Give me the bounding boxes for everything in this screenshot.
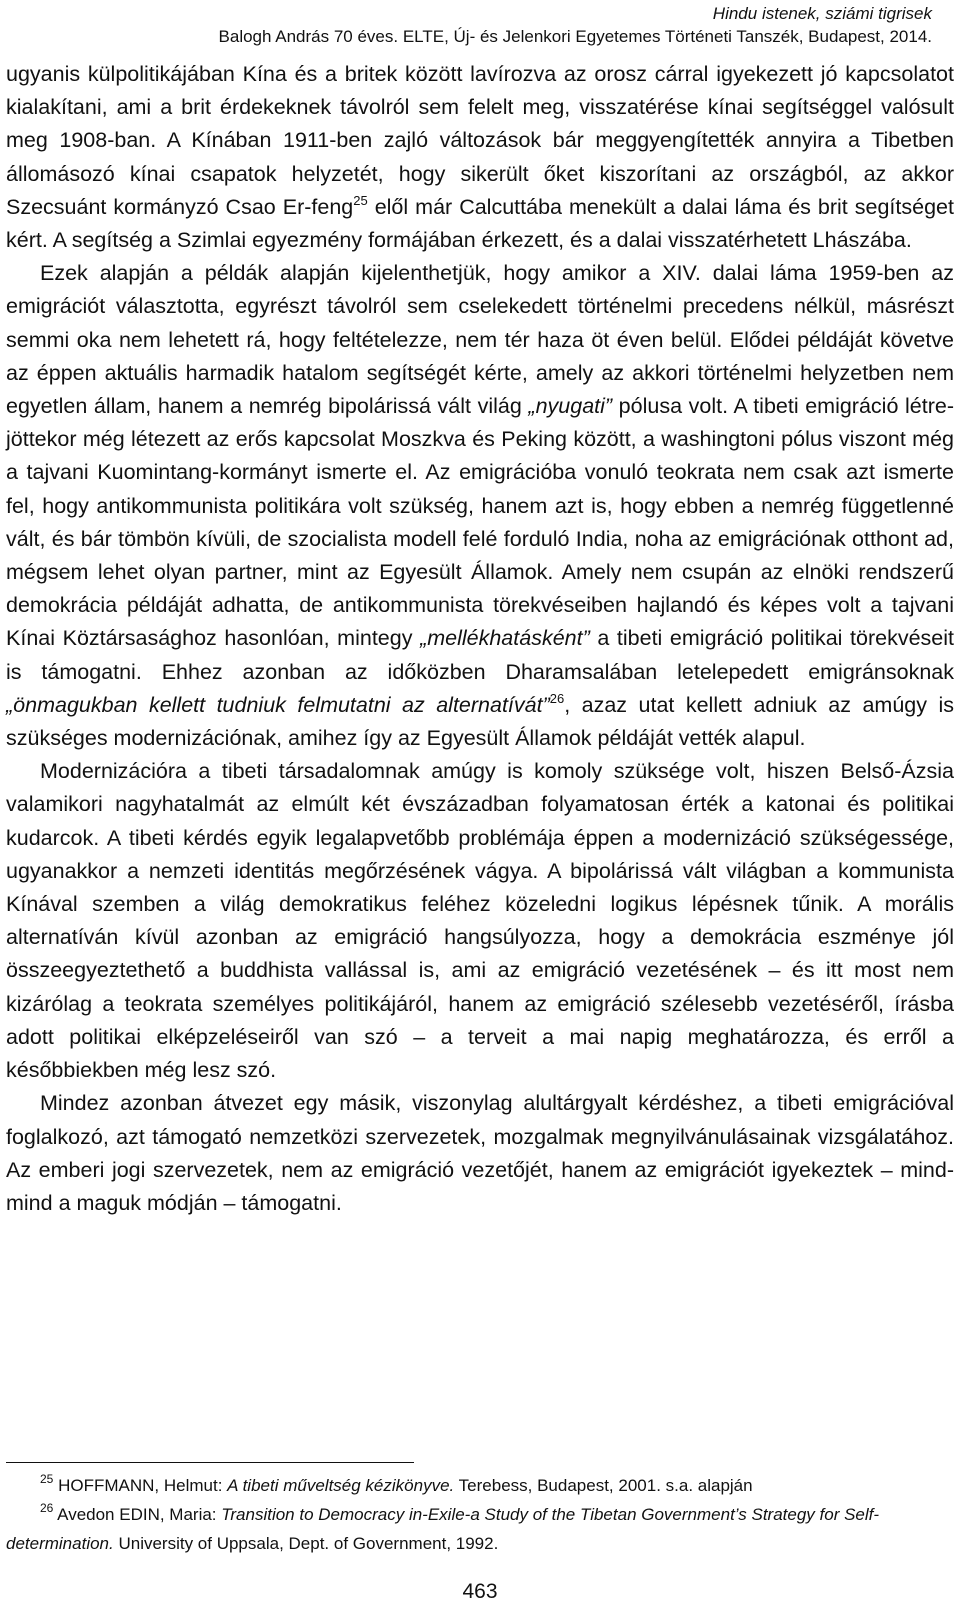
- footnote-26-rest: University of Uppsala, Dept. of Government, 1992.: [113, 1534, 499, 1553]
- paragraph-1-text-b: elől már Calcuttába menekült a dalai láma és brit segítséget kért. A segítség a Szimlai egyezmény formájában érkezett, és a dalai visszatérhetett Lhászába.: [6, 194, 954, 253]
- paragraph-1-text-a: ugyanis külpolitikájában Kína és a britek között lavírozva az orosz cárral igyekezett jó kapcsolatot kialakítani, ami a brit érdekeknek távolról sem felelt meg, visszatérése kínai segítséggel valósult meg 1908-ban. A Kínában 1911-ben zajló változások bár meggyengítették annyira a Tibetben állomásozó kínai csapatok helyzetét, hogy sikerült őket kiszorítani az országból, az akkor Szecsuánt kormányzó Csao Er-feng: [6, 62, 954, 219]
- paragraph-2-text-d: , azaz utat kellett adniuk az amúgy is szükséges modernizációnak, amihez így az Egyesült Államok példáját vették alapul.: [6, 692, 954, 751]
- footnotes: [6, 1471, 954, 1558]
- footnote-ref-25: 25: [353, 192, 368, 208]
- footnote-25-author: HOFFMANN, Helmut:: [58, 1476, 228, 1495]
- paragraph-2-italic-quote: „önmagukban kellett tudniuk felmutatni az alternatívát”: [6, 692, 550, 717]
- body-text: [6, 58, 954, 1220]
- footnote-separator: [6, 1462, 414, 1463]
- footnote-25: [6, 1471, 954, 1500]
- paragraph-2-text-a: Ezek alapján a példák alapján kijelenthetjük, hogy amikor a XIV. dalai láma 1959-ben az emigrációt választotta, egyrészt távolról sem cselekedett történelmi precedens nélkül, másrészt semmi oka nem lehetett rá, hogy feltételezze, nem tér haza öt éven belül. Elődei példáját követve az éppen aktuális harmadik hatalom segítségét kérte, amely az akkori történelmi helyzetben nem egyetlen állam, hanem a nemrég bipolárissá vált világ: [6, 261, 954, 419]
- footnote-26: [6, 1500, 954, 1558]
- paragraph-4: Mindez azonban átvezet egy másik, viszonylag alultárgyalt kérdéshez, a tibeti emigrációval foglalkozó, azt támogató nemzetközi szervezetek, mozgalmak megnyilvánulásainak vizsgálatához. Az emberi jogi szervezetek, nem az emigráció vezetőjét, hanem az emigrációt igyekeztek – mind-mind a maguk módján – támogatni.: [6, 1091, 954, 1215]
- footnote-26-author: Avedon EDIN, Maria:: [57, 1505, 222, 1524]
- footnote-25-rest: Terebess, Budapest, 2001. s.a. alapján: [454, 1476, 753, 1495]
- paragraph-2-text-c: a tibeti emigráció politikai törekvéseit is támogatni. Ehhez azonban az időközben Dharamsalában letelepedett emigránsoknak: [6, 626, 954, 684]
- paragraph-1: [6, 58, 954, 257]
- footnote-26-number: 26: [40, 1501, 54, 1515]
- paragraph-3: Modernizációra a tibeti társadalomnak amúgy is komoly szüksége volt, hiszen Belső-Ázsia valamikori nagyhatalmát az elmúlt két évszázadban folyamatosan érték a katonai és politikai kudarcok. A tibeti kérdés egyik legalapvetőbb problémája éppen a modernizáció szükségessége, ugyanakkor a nemzeti identitás megőrzésének vágya. A bipolárissá vált világban a kommunista Kínával szemben a világ demokratikus feléhez közeledni logikus lépésnek tűnik. A morális alternatíván kívül azonban az emigráció hangsúlyozza, hogy a demokrácia eszménye jól összeegyeztethető a buddhista vallással is, ami az emigráció vezetésének – és itt most nem kizárólag a teokrata személyes politikájáról, hanem az emigráció szélesebb vezetéséről, írásba adott politikai elképzeléseiről van szó – a terveit a mai napig meghatározza, és erről a későbbiekben még lesz szó.: [6, 759, 954, 1083]
- paragraph-2-text-b: pólusa volt. A tibeti emigráció létrejöttekor még létezett az erős kapcsolat Moszkva és Peking között, a washingtoni pólus viszont még a tajvani Kuomintang-kormányt ismerte el. Az emigrációba vonuló teokrata nem csak azt ismerte fel, hogy antikommunista politikára volt szükség, hanem azt is, hogy ebben a nemrég függetlenné vált, és bár tömbön kívüli, de szocialista modell felé forduló India, noha az emigrációnak otthont ad, mégsem lehet olyan partner, mint az Egyesült Államok. Amely nem csupán az elnöki rendszerű demokrácia példáját adhatta, de antikommunista törekvéseiben hajlandó és képes volt a tajvani Kínai Köztársasághoz hasonlóan, mintegy: [6, 394, 954, 651]
- footnote-25-number: 25: [40, 1472, 54, 1486]
- footnote-26-title: Transition to Democracy in-Exile-a Study of the Tibetan Government’s Strategy for Self-determination.: [6, 1505, 880, 1553]
- page-number: 463: [462, 1580, 498, 1603]
- paragraph-2-italic-nyugati: „nyugati”: [528, 394, 613, 419]
- running-head-title: Hindu istenek, sziámi tigrisek: [712, 4, 932, 23]
- paragraph-2: [6, 257, 954, 755]
- running-head-subtitle: Balogh András 70 éves. ELTE, Új- és Jelenkori Egyetemes Történeti Tanszék, Budapest, 2014.: [218, 27, 932, 46]
- running-head: [219, 2, 932, 48]
- paragraph-2-italic-mellekhatas: „mellékhatásként”: [420, 626, 590, 651]
- footnote-25-title: A tibeti műveltség kézikönyve.: [227, 1476, 455, 1495]
- footnote-ref-26: 26: [549, 690, 565, 706]
